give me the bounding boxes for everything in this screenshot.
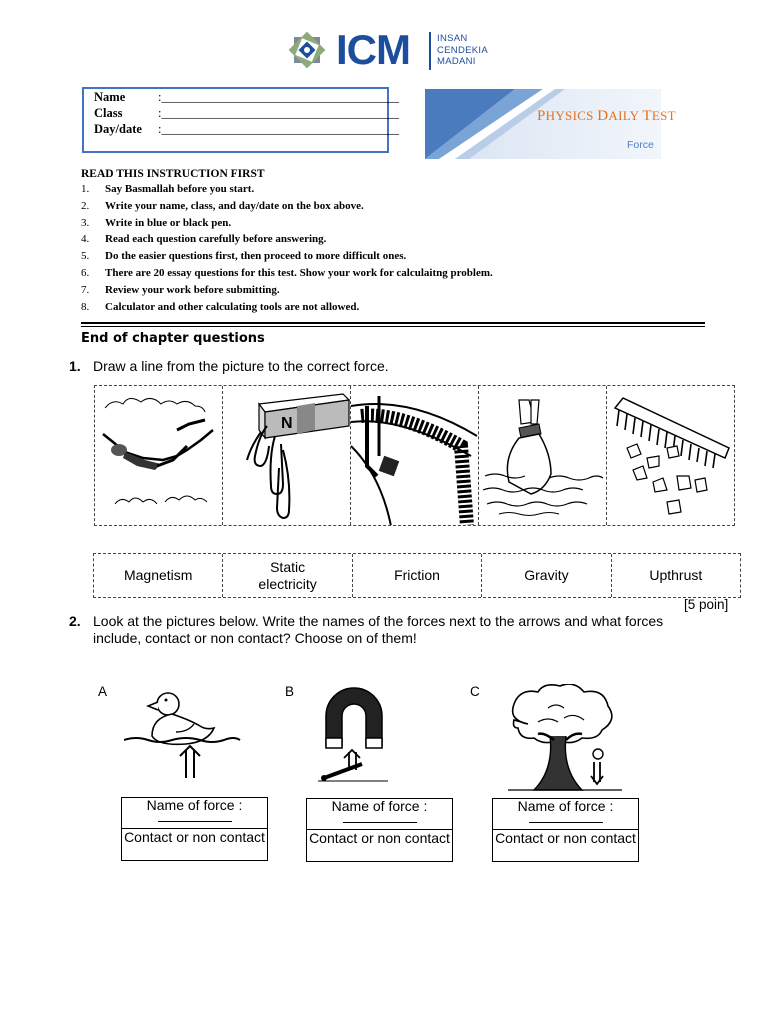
force-option-friction[interactable]: Friction bbox=[353, 554, 482, 597]
date-line[interactable]: :______________________________________ bbox=[158, 122, 399, 136]
force-name-field[interactable] bbox=[493, 799, 638, 830]
student-identity-box bbox=[82, 87, 399, 153]
class-label: Class bbox=[94, 106, 123, 120]
instruction-item bbox=[81, 183, 493, 200]
instruction-text: Write in blue or black pen. bbox=[105, 216, 232, 229]
force-name-blank[interactable] bbox=[529, 814, 603, 823]
class-field[interactable] bbox=[94, 106, 399, 121]
contact-type-field[interactable]: Contact or non contact bbox=[495, 830, 636, 846]
instruction-number: 8. bbox=[81, 300, 90, 313]
section-rule bbox=[81, 322, 705, 324]
force-option-magnetism[interactable]: Magnetism bbox=[94, 554, 223, 597]
instruction-number: 6. bbox=[81, 266, 90, 279]
svg-text:N: N bbox=[281, 415, 293, 432]
picture-label-a: A bbox=[98, 684, 108, 699]
answer-box-b bbox=[306, 798, 453, 862]
apple-tree-icon bbox=[498, 684, 626, 796]
instruction-text: Write your name, class, and day/date on the box above. bbox=[105, 199, 364, 212]
instruction-item bbox=[81, 301, 493, 318]
instruction-item bbox=[81, 233, 493, 250]
picture-skydiver[interactable] bbox=[95, 386, 223, 525]
force-name-blank[interactable] bbox=[158, 813, 232, 822]
logo-line: MADANI bbox=[437, 56, 476, 67]
question-2-text bbox=[93, 613, 663, 647]
title-part: HYSICS bbox=[545, 108, 598, 123]
picture-label-b: B bbox=[285, 684, 295, 699]
bar-magnet-icon bbox=[223, 386, 350, 525]
force-name-field[interactable] bbox=[307, 799, 452, 830]
logo-wordmark: ICM bbox=[336, 26, 410, 73]
comb-icon bbox=[607, 386, 734, 525]
name-field[interactable] bbox=[94, 90, 399, 105]
instruction-text: Say Basmallah before you start. bbox=[105, 183, 255, 195]
question-1-points: [5 poin] bbox=[684, 597, 729, 612]
force-name-label: Name of force : bbox=[146, 797, 243, 813]
icm-emblem-icon bbox=[286, 29, 328, 71]
date-label: Day/date bbox=[94, 122, 142, 136]
horseshoe-magnet-icon bbox=[318, 682, 392, 782]
instruction-item bbox=[81, 267, 493, 284]
instruction-text: Calculator and other calculating tools are not allowed. bbox=[105, 300, 360, 313]
title-initial: P bbox=[537, 108, 546, 124]
name-line[interactable]: :______________________________________ bbox=[158, 90, 399, 104]
question-2-number: 2. bbox=[69, 613, 81, 629]
instruction-number: 2. bbox=[81, 199, 90, 212]
instruction-number: 7. bbox=[81, 283, 90, 296]
force-option-upthrust[interactable]: Upthrust bbox=[649, 567, 703, 583]
bicycle-brake-icon bbox=[351, 386, 478, 525]
question-1-text: Draw a line from the picture to the correct force. bbox=[93, 358, 389, 374]
skydiver-icon bbox=[95, 386, 222, 525]
instruction-number: 4. bbox=[81, 233, 90, 246]
force-name-field[interactable] bbox=[122, 798, 267, 829]
picture-grid bbox=[94, 385, 735, 526]
picture-label-c: C bbox=[470, 684, 480, 699]
floating-bottle-icon bbox=[479, 386, 606, 525]
force-option-gravity[interactable]: Gravity bbox=[482, 554, 611, 597]
instruction-text: There are 20 essay questions for this test. Show your work for calculaitng problem. bbox=[105, 266, 493, 279]
logo-subtitle bbox=[437, 33, 488, 68]
force-option-static-electricity[interactable] bbox=[223, 554, 352, 597]
contact-type-field[interactable]: Contact or non contact bbox=[309, 830, 450, 846]
picture-magnet-paperclips[interactable] bbox=[223, 386, 351, 525]
logo-line: INSAN bbox=[437, 33, 468, 44]
title-part: EST bbox=[651, 108, 676, 123]
logo-divider bbox=[429, 32, 431, 70]
picture-floating-bottle[interactable] bbox=[479, 386, 607, 525]
contact-type-field[interactable]: Contact or non contact bbox=[124, 829, 265, 845]
floating-duck-icon bbox=[124, 688, 244, 780]
force-name-label: Name of force : bbox=[331, 798, 428, 814]
instruction-number: 3. bbox=[81, 216, 90, 229]
instructions-list bbox=[81, 183, 493, 317]
instruction-text: Read each question carefully before answering. bbox=[105, 233, 327, 246]
picture-bicycle-brake[interactable] bbox=[351, 386, 479, 525]
name-label: Name bbox=[94, 90, 126, 104]
instruction-item bbox=[81, 217, 493, 234]
force-name-blank[interactable] bbox=[343, 814, 417, 823]
instruction-number: 5. bbox=[81, 250, 90, 263]
force-name-label: Name of force : bbox=[517, 798, 614, 814]
instruction-text: Review your work before submitting. bbox=[105, 283, 280, 296]
title-initial: D bbox=[597, 108, 609, 124]
title-initial: T bbox=[642, 108, 652, 124]
force-options-table bbox=[93, 553, 741, 598]
question-2-line: Look at the pictures below. Write the names of the forces next to the arrows and what forces bbox=[93, 613, 664, 629]
section-rule-thin bbox=[81, 326, 705, 327]
section-title: End of chapter questions bbox=[81, 331, 265, 346]
instruction-number: 1. bbox=[81, 183, 90, 195]
class-line[interactable]: :______________________________________ bbox=[158, 106, 399, 120]
instruction-item bbox=[81, 200, 493, 217]
question-2-line: include, contact or non contact? Choose on of them! bbox=[93, 630, 417, 646]
instruction-text: Do the easier questions first, then proceed to more difficult ones. bbox=[105, 250, 407, 263]
question-1-number: 1. bbox=[69, 358, 81, 374]
date-field[interactable] bbox=[94, 122, 399, 137]
answer-box-c bbox=[492, 798, 639, 862]
instruction-item bbox=[81, 284, 493, 301]
test-title bbox=[537, 108, 676, 125]
answer-box-a bbox=[121, 797, 268, 861]
force-option-label: Static electricity bbox=[258, 558, 317, 592]
title-part: AILY bbox=[608, 108, 643, 123]
picture-comb-paper[interactable] bbox=[607, 386, 734, 525]
test-subject: Force bbox=[627, 139, 654, 151]
instructions-title: READ THIS INSTRUCTION FIRST bbox=[81, 168, 265, 180]
logo-line: CENDEKIA bbox=[437, 44, 488, 56]
instruction-item bbox=[81, 250, 493, 267]
